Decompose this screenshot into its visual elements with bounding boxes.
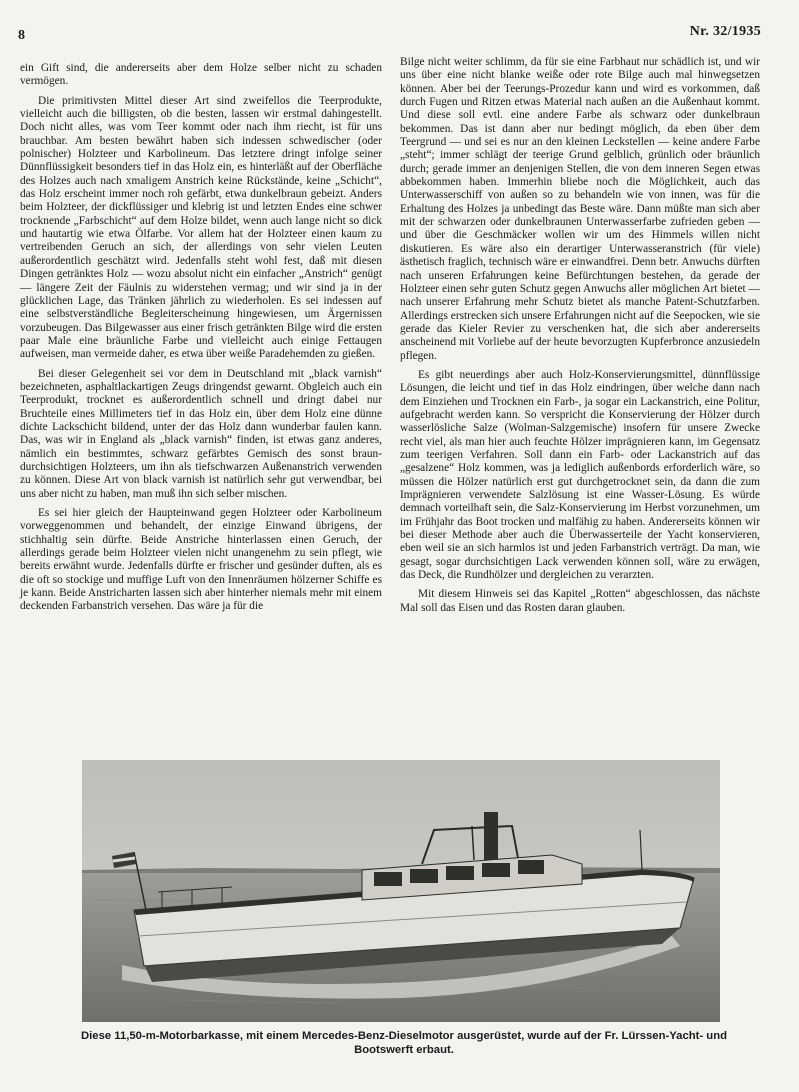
paragraph: Mit diesem Hinweis sei das Kapitel „Rotten“ abgeschlossen, das nächste Mal soll das Eisen und das Rosten daran glauben. <box>400 588 760 614</box>
paragraph: Bilge nicht weiter schlimm, da für sie eine Farbhaut nur schädlich ist, und wir uns über eine nicht blanke weiße oder rote Bilge auch mal hinwegsetzen können. Aber bei der Teerungs-Prozedur kann und wird es vorkommen, daß durch Fugen und Ritzen etwas Material nach außen an die Außenhaut kommt. Und diese soll evtl. eine andere Farbe als schwarz oder dunkelbraun bekommen. Das ist dann aber nur bedingt möglich, da eben über dem Teergrund — und sei es nur an den kleinen Leckstellen — keine andere Farbe „steht“; immer schlägt der teerige Grund gelblich, grünlich oder bräunlich durch; gerade immer an denjenigen Stellen, die von dem inneren Segen etwas abbekommen haben. Immerhin bliebe noch die Möglichkeit, auch das Unterwasserschiff von außen so zu behandeln wie von innen, was für die Erhaltung des Holzes ja unbedingt das Beste wäre. Dann müßte man sich aber mit der schwarzen oder dunkelbraunen Unterwasserfarbe zufrieden geben — und über die Geschmäcker wollen wir um des Himmels willen nicht diskutieren. Es wäre also ein derartiger Unterwasseranstrich (für viele) ästhetisch fraglich, technisch wäre er einwandfrei. Denn betr. Anwuchs dürften nach unseren Erfahrungen keine Befürchtungen bestehen, da gerade der Holzteer einen sehr guten Schutz gegen Anwuchs aller möglichen Art bietet — nach unserer Erfahrung mehr Schutz bietet als manche Patent-Schutzfarben. Allerdings erstrecken sich unsere Erfahrungen nicht auf die Seepocken, wie sie gerade das Kieler Revier zu verschenken hat, die sich aber andererseits anscheinend mit Vorliebe auf der heute bevorzugten Kupferbronce anzusiedeln pflegen. <box>400 56 760 362</box>
page-number: 8 <box>18 28 25 43</box>
paragraph: Es sei hier gleich der Haupteinwand gegen Holzteer oder Karbolineum vorweggenommen und behandelt, der einzige Einwand übrigens, der stichhaltig sein dürfte. Beide Anstriche hinterlassen einen Geruch, der allerdings gerade beim Holzteer vielen nicht unangenehm zu sein pflegt, wie bereits erwähnt wurde. Jedenfalls dürfte er frischer und gesünder duften, als es die oft so stockige und muffige Luft von den Innenräumen hölzerner Schiffe es je kann. Beide Anstricharten lassen sich aber hinterher niemals mehr mit einem deckenden Farbanstrich versehen. Das wäre ja für die <box>20 507 382 613</box>
paragraph: Es gibt neuerdings aber auch Holz-Konservierungsmittel, dünnflüssige Lösungen, die leicht und tief in das Holz eindringen, über welche dann nach dem Einziehen und Trocknen ein Farb-, ja sogar ein Lackanstrich, eine Politur, aufgebracht werden kann. So verspricht die Konservierung der Hölzer durch wasserlösliche Salze (Wolman-Salzgemische) insofern für unsere Zwecke recht viel, als man hier auch feuchte Hölzer imprägnieren kann, im Gegensatz zum teerigen Verfahren. Soll dann ein Farb- oder Lackanstrich auf das „gesalzene“ Holz kommen, was ja lediglich außenbords erforderlich wäre, so müssen die Hölzer natürlich erst gut durchgetrocknet sein, da dann die zum Imprägnieren verwendete Salzlösung ist eine Wasser-Lösung. Es würde demnach vorteilhaft sein, die Salz-Konservierung im Herbst vorzunehmen, um im Frühjahr das Boot trocken und malfähig zu haben. Andererseits können wir bei dieser Methode aber auch die Überwasserteile der Yacht konservieren, eben weil sie an sich harmlos ist und jeden Farbanstrich verträgt. Da man, wie gesagt, sogar durchsichtigen Lack verwenden können soll, wäre zu erwägen, das Deck, die Rundhölzer und dergleichen zu verarzten. <box>400 368 760 582</box>
photo-caption: Diese 11,50-m-Motorbarkasse, mit einem Mercedes-Benz-Dieselmotor ausgerüstet, wurde auf der Fr. Lürssen-Yacht- und Bootswerft erbaut. <box>81 1030 727 1056</box>
paragraph: ein Gift sind, die andererseits aber dem Holze selber nicht zu schaden vermögen. <box>20 62 382 88</box>
issue-number: Nr. 32/1935 <box>689 24 761 39</box>
paragraph: Bei dieser Gelegenheit sei vor dem in Deutschland mit „black varnish“ bezeichneten, asphaltlackartigen Zeugs dringendst gewarnt. Obgleich auch ein Teerprodukt, trocknet es außerordentlich schnell und dringt dabei nur Bruchteile eines Millimeters tief in das Holz ein, über dem Holz eine dünne dichte Lackschicht bildend, unter der das Holz dann wunderbar faulen kann. Das, was wir in England als „black varnish“ finden, ist etwas ganz anderes, nämlich ein bestimmtes, schwarz gefärbtes Gemisch des sonst braun-durchsichtigen Holzteers, um ihn als tiefschwarzen Außenanstrich verwenden zu können. Diese Art von black varnish ist natürlich sehr gut verwendbar, bei uns aber nicht zu haben, man muß ihn sich selber mischen. <box>20 367 382 500</box>
paragraph: Die primitivsten Mittel dieser Art sind zweifellos die Teerprodukte, vielleicht auch die billigsten, ob die besten, lassen wir erstmal dahingestellt. Doch nicht alles, was vom Teer kommt oder nach ihm riecht, ist für uns brauchbar. Am besten bewährt haben sich indessen schwedischer (oder polnischer) Holzteer und Karbolineum. Das letztere dringt infolge seiner Dünnflüssigkeit besonders tief in das Holz ein, es hinterläßt auf der Oberfläche des Holzes auch nach xmaligem Anstrich keine Rückstände, keine „Schicht“, das Holz erscheint immer noch roh gefärbt, etwa dunkelbraun gebeizt. Anders beim Holzteer, der dickflüssiger und klebrig ist und letzten Endes eine schwer trocknende „Farbschicht“ auf dem Holze bildet, wenn auch lange nicht so dick und hautartig wie etwa Ölfarbe. Vor allem hat der Holzteer einen kaum zu vertreibenden Geruch an sich, der allerdings von sehr vielen Leuten außerordentlich geschätzt wird. Jedenfalls steht wohl fest, daß mit diesen Dingen getränktes Holz — wozu absolut nicht ein einfacher „Anstrich“ genügt — längere Zeit der Fäulnis zu widerstehen vermag; und wir sind ja in der glücklichen Lage, das Tränken jährlich zu wiederholen. Es sei indessen auf eine selbstverständliche Begleiterscheinung hingewiesen, um Ärgernissen vorzubeugen. Das Bilgewasser aus einer frisch getränkten Bilge wird die ersten paar Male eine bräunliche Farbe und vielleicht auch einige Fettaugen aufweisen, man vermeide daher, es etwa über weiße Paradehemden zu gießen. <box>20 94 382 361</box>
right-column <box>400 56 760 615</box>
left-column <box>20 62 382 614</box>
motor-launch-photo-icon <box>82 760 720 1022</box>
motor-launch-photo <box>82 760 720 1022</box>
